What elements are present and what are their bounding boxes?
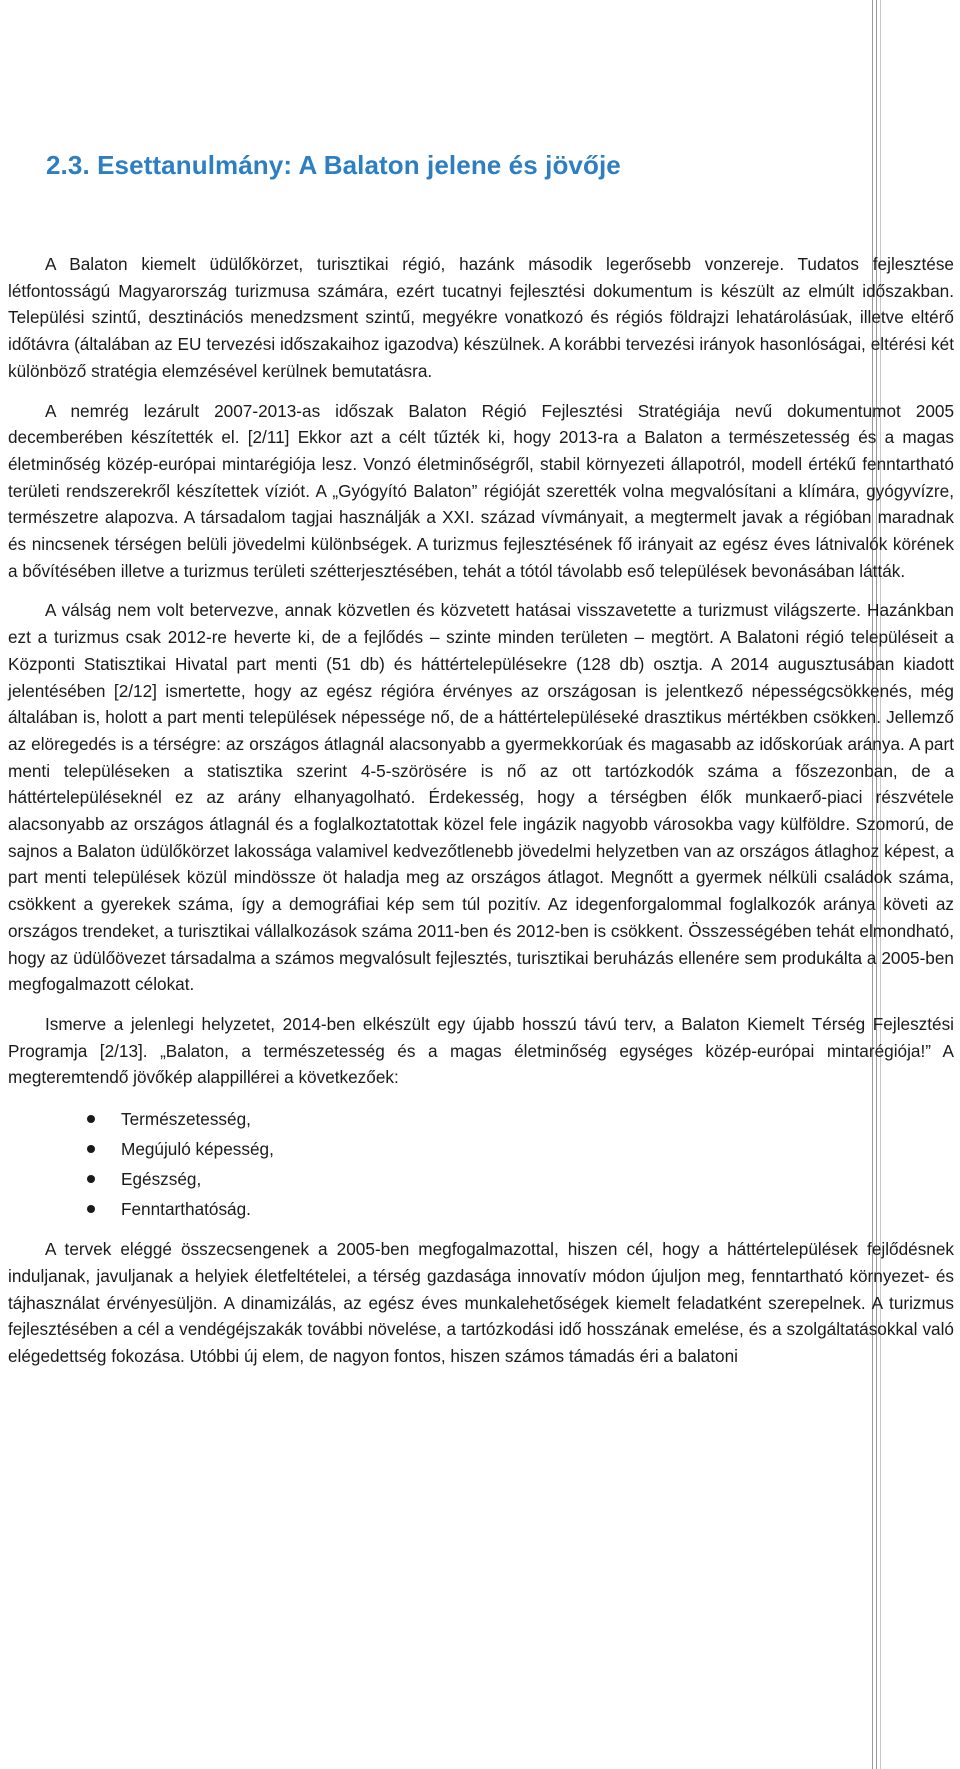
bullet-icon	[87, 1175, 95, 1183]
list-item	[8, 1104, 954, 1134]
bullet-icon	[87, 1115, 95, 1123]
list-item	[8, 1134, 954, 1164]
list-item	[8, 1194, 954, 1224]
list-item-label: Természetesség,	[121, 1109, 251, 1130]
bullet-icon	[87, 1145, 95, 1153]
list-item-label: Egészség,	[121, 1169, 202, 1190]
section-heading: 2.3. Esettanulmány: A Balaton jelene és jövője	[46, 150, 621, 180]
paragraph-crisis-statistics: A válság nem volt betervezve, annak közvetlen és közvetett hatásai visszavetette a turizmust világszerte. Hazánkban ezt a turizmus csak 2012-re heverte ki, de a fejlődés – szinte minden területen – megtört. A Balatoni régió településeit a Központi Statisztikai Hivatal part menti (51 db) és háttértelepülésekre (128 db) osztja. A 2014 augusztusában kiadott jelentésében [2/12] ismertette, hogy az egész régióra érvényes az országosan is jelentkező népességcsökkenés, még általában is, holott a part menti települések népessége nő, de a háttértelepüléseké drasztikus mértékben csökken. Jellemző az elöregedés is a térségre: az országos átlagnál alacsonyabb a gyermekkorúak és magasabb az időskorúak aránya. A part menti településeken a statisztika szerint 4-5-szörösére is nő az ott tartózkodók száma a főszezonban, de a háttértelepüléseknél ez az arány elhanyagolható. Érdekesség, hogy a térségben élők munkaerő-piaci részvétele alacsonyabb az országos átlagnál és a foglalkoztatottak közel fele ingázik nagyobb városokba vagy külföldre. Szomorú, de sajnos a Balaton üdülőkörzet lakossága valamivel kedvezőtlenebb jövedelmi helyzetben van az országos átlaghoz képest, a part menti települések közül mindössze öt haladja meg az országos átlagot. Megnőtt a gyermek nélküli családok száma, csökkent a gyerekek száma, így a demográfiai kép sem túl pozitív. Az idegenforgalommal foglalkozók aránya követi az országos trendeket, a turisztikai vállalkozások száma 2011-ben és 2012-ben is csökkent. Összességében tehát elmondható, hogy az üdülőövezet társadalma a számos megvalósult fejlesztés, turisztikai beruházás ellenére sem produkálta a 2005-ben megfogalmazott célokat.	[8, 600, 954, 995]
paragraph-closing: A tervek eléggé összecsengenek a 2005-ben megfogalmazottal, hiszen cél, hogy a háttértelepülések fejlődésnek induljanak, javuljanak a helyiek életfeltételei, a térség gazdasága innovatív módon újuljon meg, fenntartható környezet- és tájhasználat érvényesüljön. A dinamizálás, az egész éves munkalehetőségek kiemelt feladatként szerepelnek. A turizmus fejlesztésében a cél a vendégéjszakák további növelése, a tartózkodási idő hosszának emelése, és a szolgáltatásokkal való elégedettség fokozása. Utóbbi új elem, de nagyon fontos, hiszen számos támadás éri a balatoni	[8, 1239, 954, 1366]
paragraph-program-2014: Ismerve a jelenlegi helyzetet, 2014-ben elkészült egy újabb hosszú távú terv, a Balaton Kiemelt Térség Fejlesztési Programja [2/13]. „Balaton, a természetesség és a magas életminőség egységes közép-európai mintarégiója!” A megteremtendő jövőkép alappillérei a következőek:	[8, 1013, 954, 1088]
list-item-label: Megújuló képesség,	[121, 1139, 274, 1160]
paragraph-strategy-2007-2013: A nemrég lezárult 2007-2013-as időszak Balaton Régió Fejlesztési Stratégiája nevű dokumentumot 2005 decemberében készítették el. [2/11] Ekkor azt a célt tűzték ki, hogy 2013-ra a Balaton a természetesség és a magas életminőség közép-európai mintarégiója lesz. Vonzó életminőségről, stabil környezeti állapotról, modell értékű fenntartható területi rendszerekről készítettek víziót. A „Gyógyító Balaton” régióját szerették volna megvalósítani a klímára, gyógyvízre, természetre alapozva. A társadalom tagjai használják a XXI. század vívmányait, a megtermelt javak a régióban maradnak és nincsenek térségen belüli jövedelmi különbségek. A turizmus fejlesztésének fő irányait az egész éves látnivalók körének a bővítésében illetve a turizmus területi szétterjesztésében, tehát a tótól távolabb eső települések bevonásában látták.	[8, 400, 954, 581]
bullet-icon	[87, 1205, 95, 1213]
list-item-label: Fenntarthatóság.	[121, 1199, 251, 1220]
pillars-list	[8, 1104, 954, 1224]
paragraph-intro: A Balaton kiemelt üdülőkörzet, turisztikai régió, hazánk második legerősebb vonzereje. Tudatos fejlesztése létfontosságú Magyarország turizmusa számára, ezért tucatnyi fejlesztési dokumentum is készült az elmúlt időszakban. Települési szintű, desztinációs menedzsment szintű, megyékre vonatkozó és régiós földrajzi lehatárolásúak, illetve eltérő időtávra (általában az EU tervezési időszakaihoz igazodva) készülnek. A korábbi tervezési irányok hasonlóságai, eltérési két különböző stratégia elemzésével kerülnek bemutatásra.	[8, 254, 954, 381]
list-item	[8, 1164, 954, 1194]
body-text	[8, 251, 954, 1383]
